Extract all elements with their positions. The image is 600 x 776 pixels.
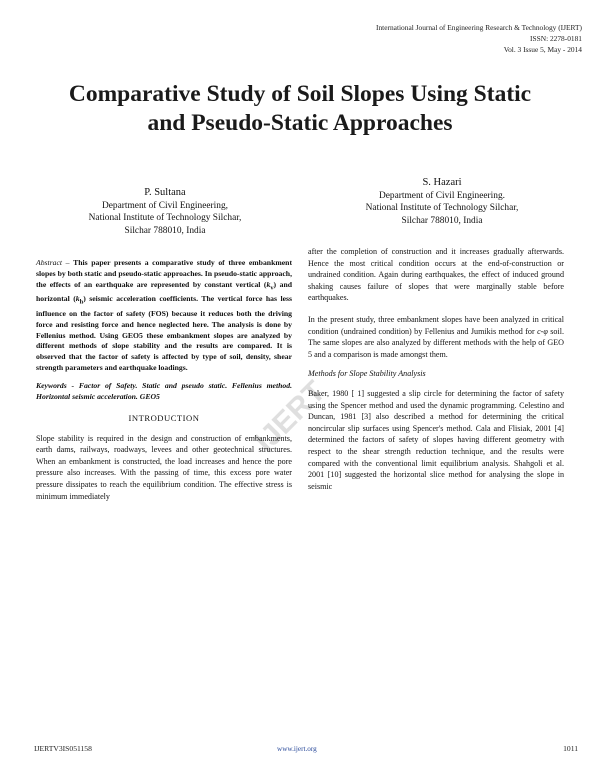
c-phi-symbol: c-φ — [537, 326, 548, 336]
author-department: Department of Civil Engineering. — [378, 190, 505, 201]
ijert-watermark: IJERT — [248, 374, 332, 459]
footer-paper-id: IJERTV3IS051158 — [34, 744, 92, 753]
abstract-dash: – — [62, 258, 74, 267]
author-name: S. Hazari — [422, 177, 462, 188]
methods-heading: Methods for Slope Stability Analysis — [308, 369, 426, 379]
footer-url-link[interactable]: www.ijert.org — [277, 745, 317, 753]
right-column — [308, 246, 564, 492]
present-study-text-1: In the present study, three embankment slopes have been analyzed in critical condition (undrained condition) by Fellenius and Jumikis method for — [308, 314, 564, 336]
present-study-paragraph — [308, 314, 564, 360]
present-study-text-2: soil. The same slopes are also analyzed by different methods with the help of GEO 5 and a comparison is made amongst them. — [308, 326, 565, 359]
author-block-2 — [322, 177, 562, 227]
author-institute: National Institute of Technology Silchar, — [88, 213, 242, 224]
kv-symbol: k — [266, 279, 271, 289]
title-line-2: and Pseudo-Static Approaches — [147, 110, 453, 136]
introduction-paragraph: Slope stability is required in the design and construction of embankments, earth dams, railways, roadways, levees and other geotechnical structures. When an embankment is constructed, the load increases and hence the pore pressure also increases. With the passing of time, this excess pore water pressure dissipates to reach the equilibrium condition. The effective stress is minimum immediately — [36, 433, 292, 501]
issn: ISSN: 2278-0181 — [530, 34, 582, 43]
kv-subscript: v — [270, 284, 274, 292]
left-column — [36, 258, 292, 502]
volume-issue: Vol. 3 Issue 5, May - 2014 — [503, 45, 582, 54]
journal-header — [322, 22, 582, 55]
author-institute: National Institute of Technology Silchar, — [365, 203, 519, 214]
abstract-label: Abstract — [36, 258, 63, 267]
author-city: Silchar 788010, India — [124, 225, 206, 236]
author-name: P. Sultana — [144, 187, 186, 198]
abstract-text-3: ) seismic acceleration coefficients. The vertical force has less influence on the factor of safety (FOS) because it reduces both the driving force and resisting force and hence neglected here. The analysis is done by Fellenius method. Using GEO5 these embankment slopes are analyzed by different methods of slope stability and the results are compared. It is observed that the factor of safety is affected by type of soil, density, shear strength parameters and earthquake loadings. — [36, 294, 292, 373]
author-city: Silchar 788010, India — [401, 215, 483, 226]
author-department: Department of Civil Engineering, — [101, 200, 228, 211]
literature-paragraph: Baker, 1980 [ 1] suggested a slip circle for determining the factor of safety using the Spencer method and used the dynamic programming. Celestino and Duncan, 1981 [3] also described a method for determining the critical noncircular slip surfaces using Spencer's method. Cala and Flisiak, 2001 [4] determined the factors of safety of slopes having different geometry with respect to the shear strength reduction technique, and the results were compared with the conventional limit equilibrium analysis. Shahgoli et al. 2001 [10] suggested the horizontal slice method for analysing the slope in seismic — [308, 388, 564, 491]
kh-symbol: k — [75, 294, 80, 304]
introduction-heading: INTRODUCTION — [128, 412, 200, 423]
paper-title — [0, 80, 600, 138]
abstract — [36, 258, 292, 374]
abstract-text-1: This paper presents a comparative study of three embankment slopes by both static and pseudo-static approaches. In pseudo-static approach, the effects of an earthquake are represented by constant vertical ( — [36, 258, 293, 289]
journal-name: International Journal of Engineering Research & Technology (IJERT) — [376, 23, 582, 32]
author-block-1 — [45, 187, 285, 237]
title-line-1: Comparative Study of Soil Slopes Using Static — [68, 81, 532, 107]
paragraph-continuation: after the completion of construction and it increases gradually afterwards. Hence the most critical condition occurs at the end-of-construction or undrained condition. Again during earthquakes, the effect of induced ground shaking causes failure of slopes that were marginally stable before earthquakes. — [308, 247, 564, 303]
kh-subscript: h — [79, 298, 84, 306]
footer-page-number: 1011 — [563, 744, 578, 753]
abstract-text-2: ) and horizontal ( — [36, 279, 292, 304]
keywords: Keywords - Factor of Safety. Static and pseudo static. Fellenius method. Horizontal seismic acceleration. GEO5 — [36, 381, 292, 402]
